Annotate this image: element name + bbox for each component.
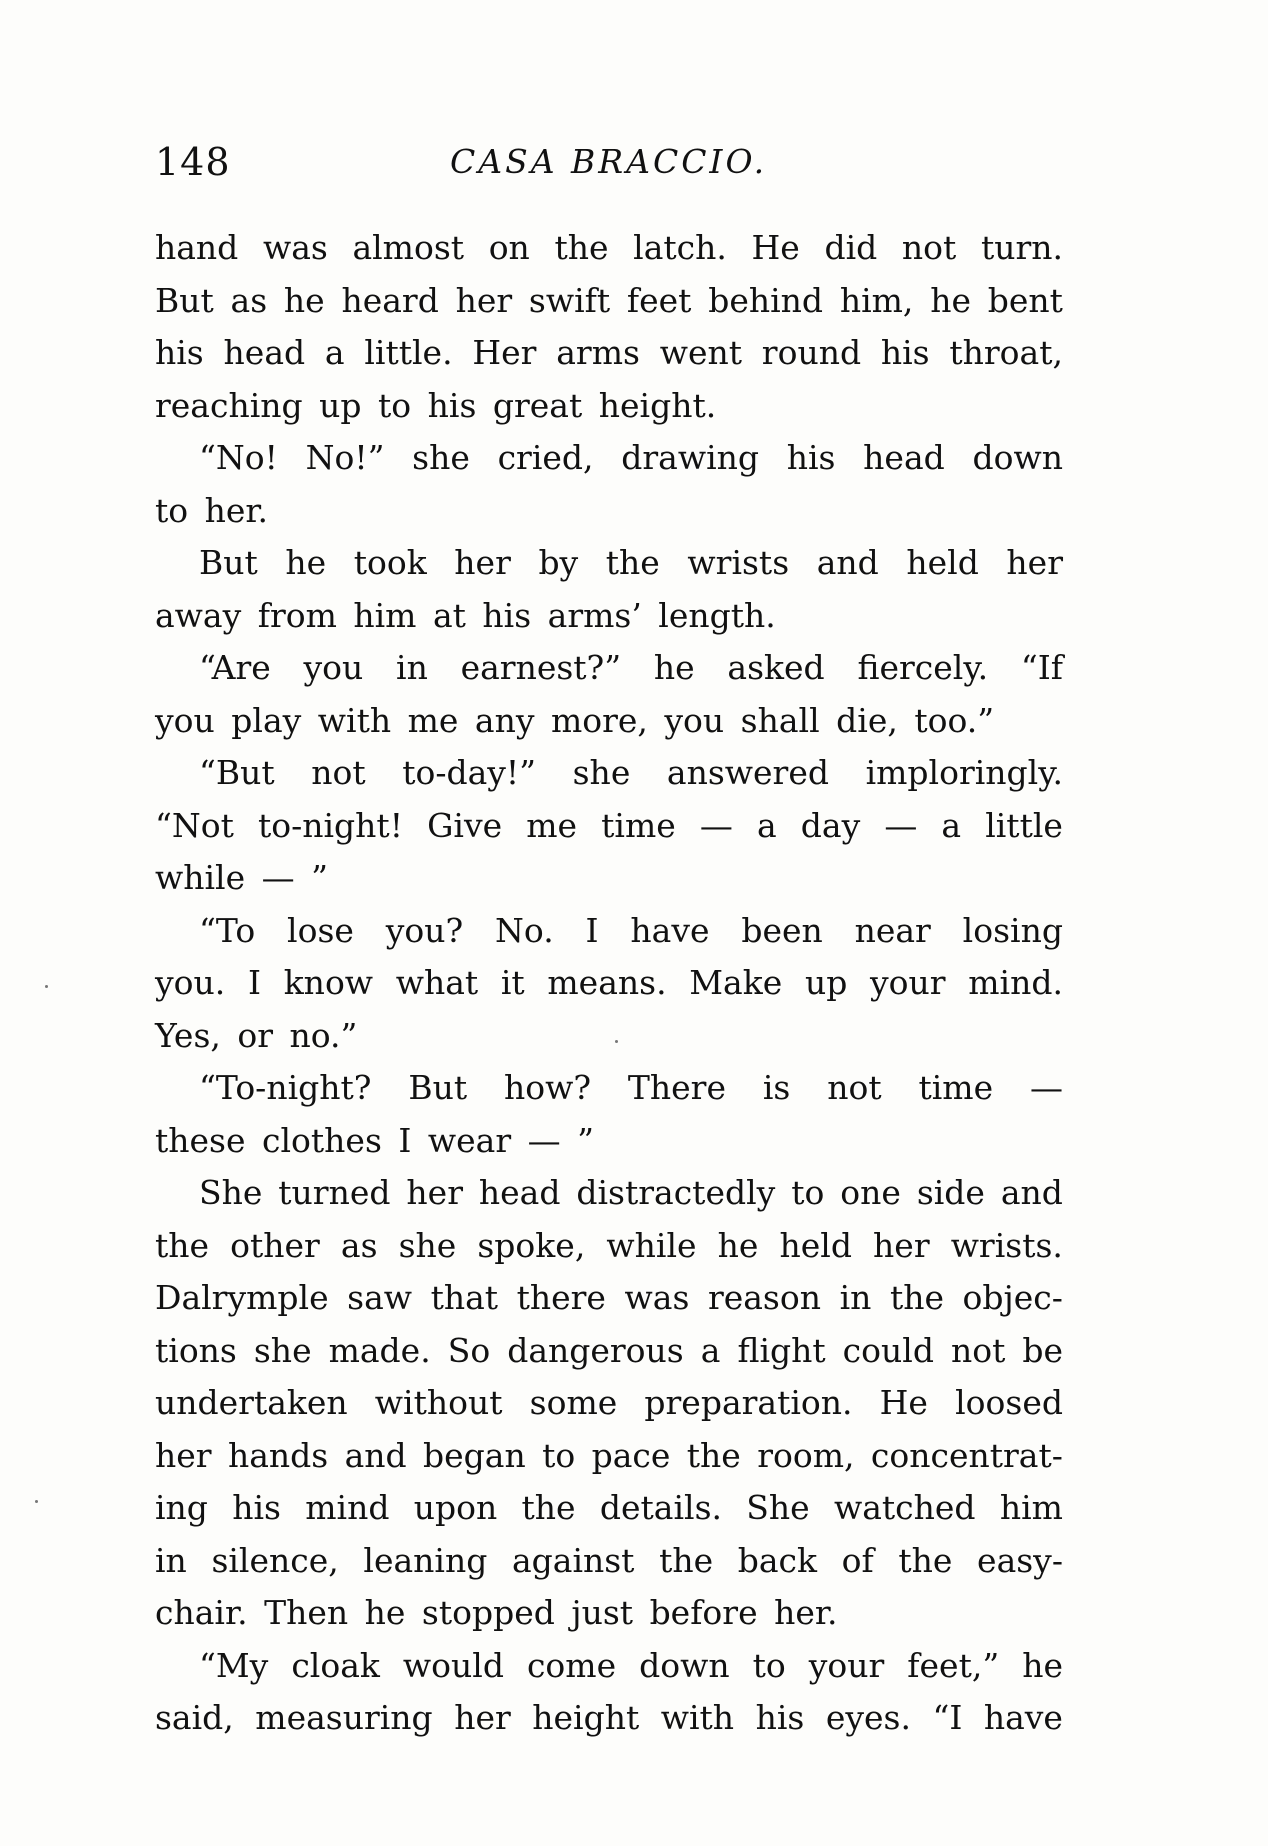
word: without — [374, 1383, 503, 1422]
word: play — [231, 700, 318, 740]
word: know — [283, 963, 374, 1002]
word: that — [430, 1278, 499, 1317]
word: been — [741, 910, 823, 950]
text-line — [155, 1482, 1063, 1535]
word: a — [941, 805, 962, 845]
word: me — [407, 700, 475, 740]
word: arms — [556, 333, 640, 372]
text-line — [155, 1010, 1063, 1063]
word: She — [746, 1488, 810, 1527]
text-line — [155, 380, 1063, 433]
word: There — [627, 1068, 726, 1107]
word: length. — [658, 595, 776, 635]
word: against — [511, 1540, 635, 1580]
word: while — [155, 858, 262, 897]
word: have — [983, 1698, 1063, 1737]
word: I — [398, 1120, 428, 1160]
word: loosed — [955, 1383, 1063, 1422]
word: as — [230, 280, 268, 320]
word: leaning — [363, 1540, 488, 1580]
word: it — [500, 963, 525, 1002]
word: his — [427, 385, 493, 425]
word: not — [901, 228, 957, 267]
text-line — [155, 1062, 1063, 1115]
word: back — [737, 1540, 818, 1580]
word: spoke, — [477, 1225, 586, 1265]
word: lose — [287, 910, 354, 950]
word: details. — [599, 1488, 722, 1527]
word: But — [199, 543, 258, 582]
word: down — [639, 1645, 730, 1685]
word: day — [800, 805, 861, 845]
word: heard — [341, 280, 439, 320]
word: his — [786, 438, 836, 477]
word: losing — [962, 910, 1063, 950]
word: he — [653, 648, 695, 687]
paper-speck — [45, 985, 48, 988]
word: her — [873, 1225, 930, 1265]
word: how? — [503, 1068, 592, 1107]
word: hands — [227, 1435, 329, 1475]
word: hand — [155, 228, 239, 267]
word: could — [842, 1330, 934, 1370]
word: “To-night? — [199, 1068, 372, 1107]
word: “No! — [199, 438, 278, 477]
text-line — [155, 590, 1063, 643]
word: head — [223, 333, 306, 372]
word: feet,” — [907, 1645, 1000, 1685]
word: from — [257, 595, 354, 635]
word: But — [408, 1068, 468, 1107]
word: to — [155, 490, 205, 530]
word: held — [779, 1225, 852, 1265]
word: me — [526, 805, 578, 845]
word: you? — [385, 910, 464, 950]
word: he — [1022, 1645, 1063, 1685]
word: He — [751, 228, 800, 267]
word: and — [344, 1435, 407, 1475]
word: behind — [708, 280, 824, 320]
word: die, — [836, 700, 915, 740]
word: ” — [311, 858, 329, 897]
word: would — [402, 1645, 504, 1685]
word: him — [999, 1488, 1063, 1527]
word: Then — [264, 1593, 365, 1632]
text-line — [155, 1587, 1063, 1640]
word: he — [717, 1225, 759, 1265]
word: not — [311, 753, 366, 792]
word: one — [840, 1173, 901, 1212]
word: — — [1029, 1068, 1063, 1107]
word: his — [482, 595, 548, 635]
word: come — [526, 1645, 617, 1685]
word: the — [155, 1225, 210, 1265]
text-line — [155, 1692, 1063, 1745]
word: her — [155, 1435, 212, 1475]
word: to-day!” — [402, 753, 537, 792]
text-line — [155, 1167, 1063, 1220]
word: in — [396, 648, 428, 687]
word: shall — [740, 700, 837, 740]
word: any — [474, 700, 551, 740]
word: or — [237, 1015, 290, 1055]
word: said, — [155, 1698, 234, 1737]
word: some — [529, 1383, 618, 1422]
word: “To — [199, 910, 256, 950]
word: Make — [689, 963, 783, 1002]
word: not — [827, 1068, 882, 1107]
word: cloak — [291, 1645, 380, 1685]
word: arms’ — [547, 595, 659, 635]
word: your — [870, 963, 946, 1002]
word: him, — [839, 280, 914, 320]
word: little. — [364, 333, 453, 372]
word: a — [324, 333, 345, 372]
word: upon — [413, 1488, 498, 1527]
word: clothes — [262, 1120, 399, 1160]
word: Dalrymple — [155, 1278, 329, 1317]
word: feet — [626, 280, 692, 320]
word: with — [660, 1698, 735, 1737]
text-line — [155, 1272, 1063, 1325]
word: means. — [547, 963, 667, 1002]
word: on — [488, 228, 530, 267]
word: side — [916, 1173, 985, 1212]
word: — — [527, 1120, 578, 1160]
word: But — [155, 280, 214, 320]
word: more, — [550, 700, 665, 740]
word: asked — [727, 648, 825, 687]
word: she — [253, 1330, 312, 1370]
text-line — [155, 275, 1063, 328]
word: — — [884, 805, 918, 845]
word: away — [155, 595, 258, 635]
word: made. — [328, 1330, 431, 1370]
text-line — [155, 432, 1063, 485]
word: No. — [495, 910, 554, 950]
text-line — [155, 852, 1063, 905]
word: and — [816, 543, 879, 582]
word: to-night! — [257, 805, 403, 845]
word: he — [283, 280, 325, 320]
word: her. — [774, 1593, 838, 1632]
word: — — [699, 805, 733, 845]
word: her — [455, 280, 513, 320]
word: you. — [155, 963, 226, 1002]
word: up — [319, 385, 379, 425]
word: as — [340, 1225, 378, 1265]
word: the — [521, 1488, 576, 1527]
word: to — [752, 1645, 786, 1685]
word: mind — [305, 1488, 390, 1527]
word: down — [972, 438, 1063, 477]
word: his — [755, 1698, 805, 1737]
word: her — [454, 543, 511, 582]
word: stopped — [421, 1593, 572, 1632]
word: of — [841, 1540, 874, 1580]
word: she — [572, 753, 631, 792]
word: wrists — [687, 543, 790, 582]
word: measuring — [255, 1698, 433, 1737]
text-line — [155, 1325, 1063, 1378]
word: ” — [577, 1120, 594, 1160]
word: his — [232, 1488, 281, 1527]
word: she — [412, 438, 470, 477]
word: round — [761, 333, 862, 372]
word: undertaken — [155, 1383, 348, 1422]
word: to — [791, 1173, 825, 1212]
word: reason — [707, 1278, 821, 1317]
word: great — [492, 385, 599, 425]
word: a — [700, 1330, 721, 1370]
word: his — [155, 333, 204, 372]
word: mind. — [968, 963, 1063, 1002]
word: Her — [472, 333, 537, 372]
text-line — [155, 695, 1063, 748]
text-line — [155, 642, 1063, 695]
word: no.” — [289, 1015, 358, 1055]
word: be — [1022, 1330, 1063, 1370]
word: at — [432, 595, 483, 635]
word: time — [601, 805, 676, 845]
word: She — [199, 1173, 263, 1212]
word: took — [353, 543, 427, 582]
word: swift — [528, 280, 611, 320]
word: dangerous — [507, 1330, 684, 1370]
word: pace — [591, 1435, 671, 1475]
word: have — [630, 910, 710, 950]
word: head — [863, 438, 945, 477]
word: your — [808, 1645, 885, 1685]
word: him — [353, 595, 433, 635]
word: silence, — [211, 1540, 339, 1580]
word: saw — [347, 1278, 413, 1317]
word: you — [303, 648, 364, 687]
running-title: CASA BRACCIO. — [450, 142, 768, 181]
word: she — [398, 1225, 457, 1265]
word: fiercely. — [857, 648, 989, 687]
word: little — [985, 805, 1063, 845]
word: her. — [204, 490, 269, 530]
text-line — [155, 1377, 1063, 1430]
word: the — [659, 1540, 714, 1580]
word: he — [364, 1593, 422, 1632]
word: these — [155, 1120, 262, 1160]
word: throat, — [949, 333, 1063, 372]
word: eyes. — [825, 1698, 911, 1737]
word: imploringly. — [865, 753, 1063, 792]
text-line — [155, 800, 1063, 853]
page-number: 148 — [155, 140, 231, 184]
word: turned — [278, 1173, 391, 1212]
word: went — [659, 333, 743, 372]
word: not — [950, 1330, 1006, 1370]
word: I — [585, 910, 599, 950]
word: he — [285, 543, 327, 582]
word: what — [395, 963, 479, 1002]
word: you — [155, 700, 232, 740]
text-line — [155, 327, 1063, 380]
word: watched — [833, 1488, 976, 1527]
word: is — [762, 1068, 791, 1107]
word: Give — [427, 805, 503, 845]
word: to — [542, 1435, 576, 1475]
text-line — [155, 957, 1063, 1010]
word: there — [516, 1278, 606, 1317]
word: height — [532, 1698, 640, 1737]
word: He — [879, 1383, 928, 1422]
text-line — [155, 905, 1063, 958]
word: head — [478, 1173, 561, 1212]
text-line — [155, 485, 1063, 538]
word: turn. — [980, 228, 1063, 267]
word: other — [230, 1225, 320, 1265]
word: the — [686, 1435, 741, 1475]
text-line — [155, 1115, 1063, 1168]
word: easy- — [977, 1540, 1063, 1580]
word: almost — [352, 228, 465, 267]
word: the — [554, 228, 609, 267]
word: her — [454, 1698, 511, 1737]
word: distractedly — [576, 1173, 776, 1212]
word: So — [447, 1330, 491, 1370]
word: height. — [598, 385, 717, 425]
word: No!” — [305, 438, 385, 477]
text-line — [155, 1640, 1063, 1693]
text-line — [155, 537, 1063, 590]
word: his — [880, 333, 930, 372]
page-header — [155, 132, 1075, 192]
paper-speck — [615, 1040, 618, 1043]
word: began — [423, 1435, 526, 1475]
word: earnest?” — [460, 648, 622, 687]
word: and — [1000, 1173, 1063, 1212]
word: latch. — [633, 228, 727, 267]
word: drawing — [621, 438, 760, 477]
word: held — [906, 543, 979, 582]
word: “But — [199, 753, 275, 792]
text-line — [155, 747, 1063, 800]
word: objec- — [962, 1278, 1063, 1317]
word: answered — [666, 753, 829, 792]
word: you — [664, 700, 741, 740]
word: a — [757, 805, 777, 845]
word: in — [155, 1540, 187, 1580]
word: “My — [199, 1645, 269, 1685]
word: room, — [757, 1435, 855, 1475]
word: the — [898, 1540, 953, 1580]
word: her — [1006, 543, 1063, 582]
word: too.” — [914, 700, 995, 740]
word: reaching — [155, 385, 320, 425]
word: before — [649, 1593, 775, 1632]
word: just — [571, 1593, 650, 1632]
text-line — [155, 1535, 1063, 1588]
word: in — [839, 1278, 872, 1317]
word: flight — [737, 1330, 826, 1370]
word: near — [854, 910, 931, 950]
word: “Are — [199, 648, 271, 687]
word: “I — [932, 1698, 963, 1737]
word: was — [624, 1278, 690, 1317]
word: the — [605, 543, 660, 582]
word: chair. — [155, 1593, 265, 1632]
word: wrists. — [950, 1225, 1063, 1265]
text-line — [155, 222, 1063, 275]
word: bent — [987, 280, 1063, 320]
word: to — [378, 385, 428, 425]
word: with — [317, 700, 408, 740]
word: — — [261, 858, 312, 897]
body-text — [155, 222, 1063, 1745]
text-line — [155, 1430, 1063, 1483]
word: the — [889, 1278, 944, 1317]
word: while — [606, 1225, 697, 1265]
word: I — [247, 963, 261, 1002]
word: cried, — [497, 438, 594, 477]
word: concentrat- — [870, 1435, 1063, 1475]
word: her — [406, 1173, 463, 1212]
word: wear — [427, 1120, 528, 1160]
word: ing — [155, 1488, 208, 1527]
word: “If — [1020, 648, 1063, 687]
word: up — [804, 963, 848, 1002]
word: time — [918, 1068, 994, 1107]
word: tions — [155, 1330, 237, 1370]
word: preparation. — [644, 1383, 853, 1422]
word: “Not — [155, 805, 234, 845]
text-line — [155, 1220, 1063, 1273]
word: did — [824, 228, 878, 267]
word: was — [262, 228, 328, 267]
word: by — [538, 543, 579, 582]
word: he — [930, 280, 971, 320]
word: Yes, — [155, 1015, 238, 1055]
paper-speck — [35, 1500, 38, 1503]
